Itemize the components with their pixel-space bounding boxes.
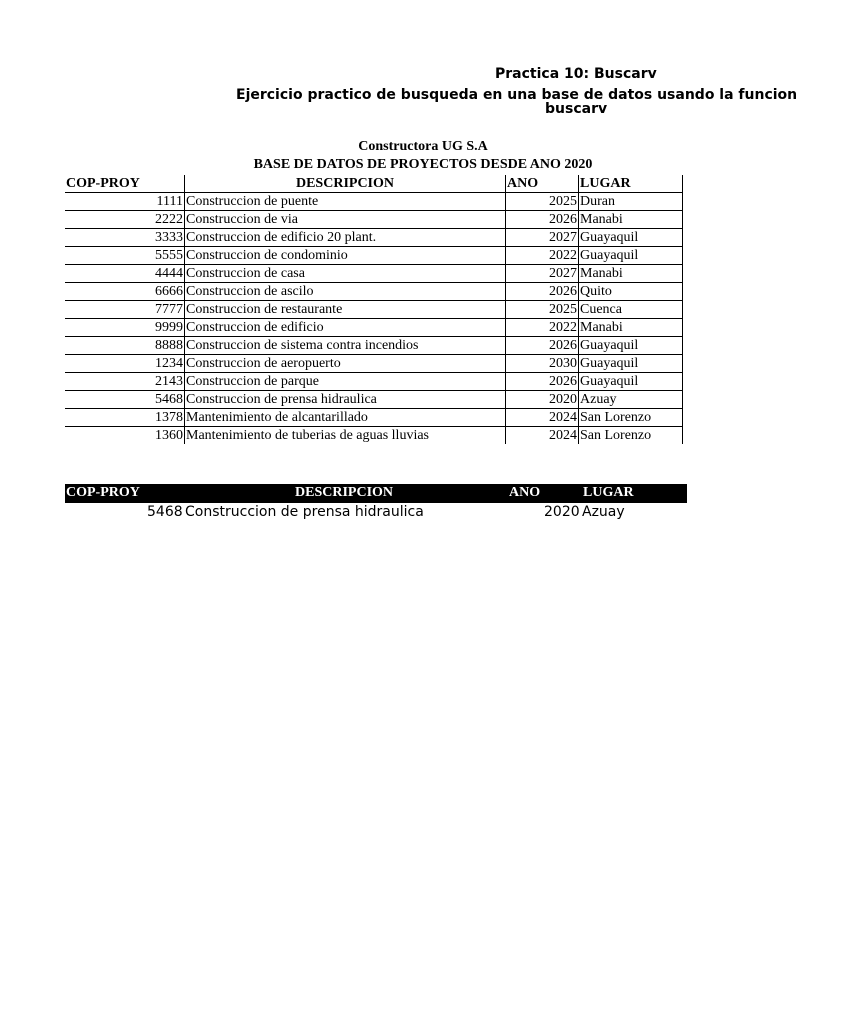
cell-ano: 2026 <box>506 337 579 355</box>
table-row <box>65 391 683 409</box>
subtitle-text: Ejercicio practico de busqueda en una base de datos usando la funcion <box>236 87 798 103</box>
cell-descripcion: Construccion de via <box>185 211 506 229</box>
cell-descripcion: Construccion de restaurante <box>185 301 506 319</box>
cell-ano: 2020 <box>506 391 579 409</box>
cell-lugar: San Lorenzo <box>579 427 683 445</box>
cell-descripcion: Mantenimiento de tuberias de aguas lluvias <box>185 427 506 445</box>
table-row <box>65 355 683 373</box>
cell-ano: 2030 <box>506 355 579 373</box>
cell-ano: 2022 <box>506 247 579 265</box>
table-row <box>65 319 683 337</box>
company-name: Constructora UG S.A <box>358 139 488 154</box>
header-cop-proy: COP-PROY <box>65 175 185 193</box>
cell-ano: 2027 <box>506 229 579 247</box>
table-row <box>65 337 683 355</box>
cell-descripcion: Construccion de prensa hidraulica <box>185 391 506 409</box>
cell-lugar: Guayaquil <box>579 373 683 391</box>
table-row <box>65 301 683 319</box>
result-row <box>65 503 687 521</box>
result-header-cop-proy: COP-PROY <box>66 485 140 500</box>
table-row <box>65 373 683 391</box>
table-row <box>65 211 683 229</box>
cell-ano: 2025 <box>506 301 579 319</box>
cell-cop-proy: 1111 <box>65 193 185 211</box>
cell-descripcion: Construccion de puente <box>185 193 506 211</box>
table-row <box>65 409 683 427</box>
cell-lugar: Guayaquil <box>579 355 683 373</box>
result-header-lugar: LUGAR <box>583 485 634 500</box>
cell-ano: 2024 <box>506 427 579 445</box>
cell-cop-proy: 2143 <box>65 373 185 391</box>
cell-cop-proy: 1234 <box>65 355 185 373</box>
cell-ano: 2025 <box>506 193 579 211</box>
cell-lugar: Quito <box>579 283 683 301</box>
table-row <box>65 265 683 283</box>
result-cop-proy: 5468 <box>147 504 183 520</box>
cell-descripcion: Construccion de aeropuerto <box>185 355 506 373</box>
table-row <box>65 193 683 211</box>
result-ano: 2020 <box>544 504 580 520</box>
cell-descripcion: Construccion de casa <box>185 265 506 283</box>
cell-cop-proy: 1378 <box>65 409 185 427</box>
cell-cop-proy: 2222 <box>65 211 185 229</box>
cell-lugar: Guayaquil <box>579 337 683 355</box>
table-header-row <box>65 175 683 193</box>
table-row <box>65 247 683 265</box>
cell-lugar: Guayaquil <box>579 247 683 265</box>
cell-descripcion: Construccion de ascilo <box>185 283 506 301</box>
cell-descripcion: Construccion de sistema contra incendios <box>185 337 506 355</box>
cell-ano: 2022 <box>506 319 579 337</box>
table-row <box>65 283 683 301</box>
cell-cop-proy: 1360 <box>155 428 183 443</box>
cell-ano: 2024 <box>506 409 579 427</box>
projects-table <box>65 175 683 444</box>
cell-descripcion: Construccion de parque <box>185 373 506 391</box>
cell-lugar: Manabi <box>579 211 683 229</box>
cell-lugar: Cuenca <box>579 301 683 319</box>
page-title: Practica 10: Buscarv <box>495 66 657 82</box>
header-ano: ANO <box>506 175 579 193</box>
cell-ano: 2026 <box>506 211 579 229</box>
cell-ano: 2027 <box>506 265 579 283</box>
cell-cop-proy: 3333 <box>65 229 185 247</box>
header-lugar: LUGAR <box>579 175 683 193</box>
cell-descripcion: Construccion de condominio <box>185 247 506 265</box>
result-header-descripcion: DESCRIPCION <box>295 485 394 500</box>
cell-descripcion: Mantenimiento de alcantarillado <box>185 409 506 427</box>
database-title: BASE DE DATOS DE PROYECTOS DESDE ANO 2020 <box>253 157 593 172</box>
table-row <box>65 229 683 247</box>
cell-cop-proy: 5468 <box>65 391 185 409</box>
cell-ano: 2026 <box>506 283 579 301</box>
cell-cop-proy: 8888 <box>65 337 185 355</box>
cell-lugar: Manabi <box>579 265 683 283</box>
subtitle-last-line: buscarv <box>545 101 608 117</box>
cell-descripcion: Construccion de edificio 20 plant. <box>185 229 506 247</box>
cell-lugar: Duran <box>579 193 683 211</box>
cell-descripcion: Construccion de edificio <box>185 319 506 337</box>
cell-lugar: Azuay <box>579 391 683 409</box>
cell-cop-proy: 5555 <box>65 247 185 265</box>
result-descripcion: Construccion de prensa hidraulica <box>185 504 424 520</box>
result-header-ano: ANO <box>509 485 541 500</box>
result-header <box>65 484 687 503</box>
cell-cop-proy: 9999 <box>65 319 185 337</box>
cell-lugar: Guayaquil <box>579 229 683 247</box>
cell-ano: 2026 <box>506 373 579 391</box>
cell-cop-proy: 6666 <box>65 283 185 301</box>
header-descripcion: DESCRIPCION <box>185 175 506 193</box>
cell-lugar: San Lorenzo <box>579 409 683 427</box>
table-row <box>65 427 683 445</box>
cell-cop-proy: 7777 <box>65 301 185 319</box>
cell-lugar: Manabi <box>579 319 683 337</box>
result-lugar: Azuay <box>582 504 625 520</box>
cell-cop-proy: 4444 <box>65 265 185 283</box>
